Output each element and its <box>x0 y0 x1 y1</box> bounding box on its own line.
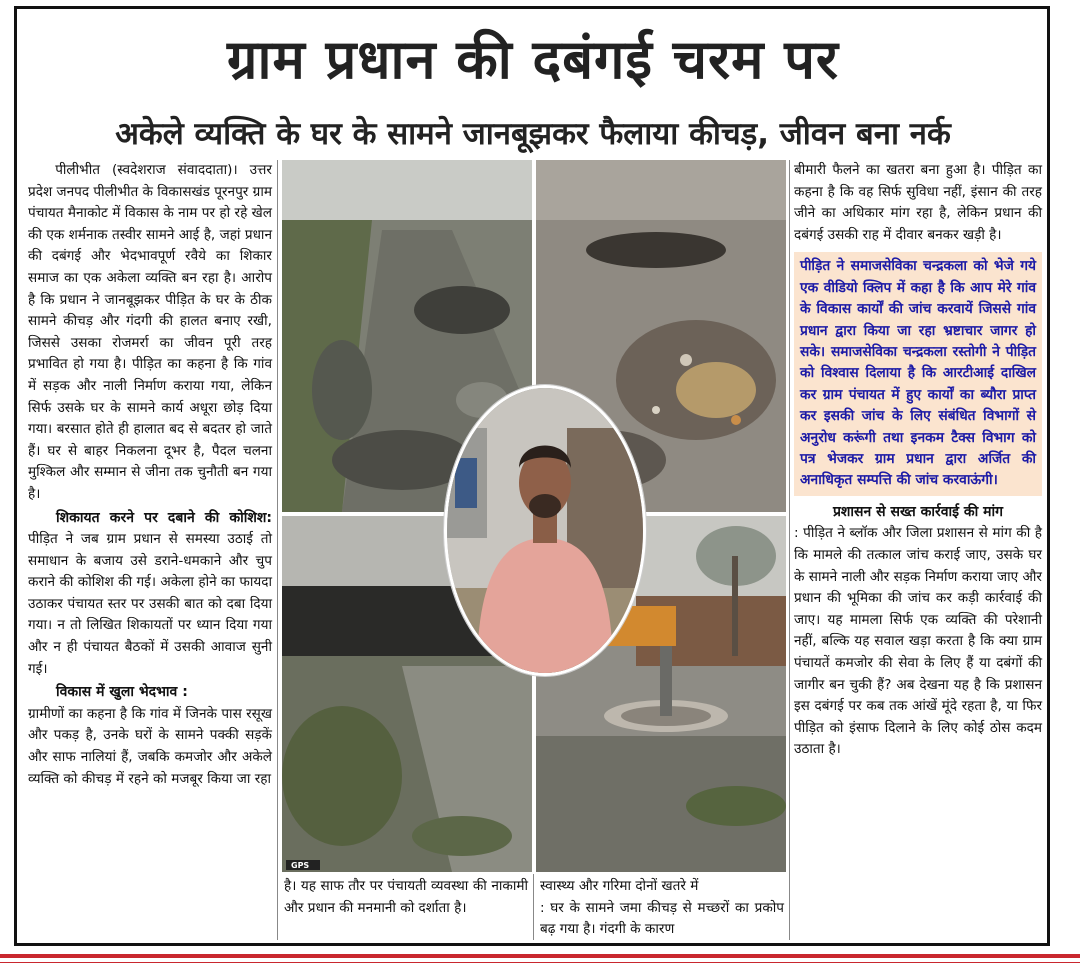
col3-subheading-health: स्वास्थ्य और गरिमा दोनों खतरे में <box>540 878 699 894</box>
col1-paragraph-2 <box>28 508 272 681</box>
col1-paragraph-1: पीलीभीत (स्वदेशराज संवाददाता)। उत्तर प्रदेश जनपद पीलीभीत के विकासखंड पूरनपुर ग्राम पंचायत मैनाकोट में विकास के नाम पर हो रहे खेल की एक शर्मनाक तस्वीर सामने आई है, जहां प्रधान की दबंगई और भेदभावपूर्ण रवैये का शिकार समाज का एक अकेला व्यक्ति बन रहा है। आरोप है कि प्रधान ने जानबूझकर पीड़ित के घर के ठीक सामने कीचड़ और गंदगी की हालत बनाए रखी, जिससे उसका रोजमर्रा का जीवन पूरी तरह प्रभावित हो गया है। पीड़ित का कहना है कि गांव में सड़क और नाली निर्माण कराया गया, लेकिन सिर्फ उसके घर के सामने कार्य अधूरा छोड़ दिया गया। बरसात होते ही हालात बद से बदतर हो जाते हैं। घर से बाहर निकलना दूभर है, पैदल चलना मुश्किल और सम्मान से जीना तक चुनौती बन गया है। <box>28 162 272 502</box>
column-4 <box>794 160 1042 940</box>
col3-paragraph: : घर के सामने जमा कीचड़ से मच्छरों का प्रकोप बढ़ गया है। गंदगी के कारण <box>540 899 784 938</box>
column-1 <box>28 160 272 940</box>
bottom-border <box>0 954 1080 958</box>
gps-label: GPS <box>291 861 310 870</box>
column-divider <box>533 874 534 940</box>
col1-paragraph-2-text: पीड़ित ने जब ग्राम प्रधान से समस्या उठाई तो समाधान के बजाय उसे डराने-धमकाने और चुप कराने की कोशिश की गई। अकेला होने का फायदा उठाकर पंचायत स्तर पर उसकी बात को दबा दिया गया। न तो लिखित शिकायतों पर ध्यान दिया गया और न ही पंचायत बैठकों में उसकी आवाज सुनी गई। <box>28 531 272 677</box>
col4-paragraph-1: बीमारी फैलने का खतरा बना हुआ है। पीड़ित का कहना है कि वह सिर्फ सुविधा नहीं, इंसान की तरह जीने का अधिकार मांग रहा है, लेकिन प्रधान की दबंगई उसकी राह में दीवार बनकर खड़ी है। <box>794 162 1042 243</box>
photo-victim-portrait <box>444 385 646 676</box>
col1-subheading-discrimination-line <box>28 682 272 704</box>
subheadline: अकेले व्यक्ति के घर के सामने जानबूझकर फैलाया कीचड़, जीवन बना नर्क <box>115 116 951 152</box>
highlight-box: पीड़ित ने समाजसेविका चन्द्रकला को भेजे गये एक वीडियो क्लिप में कहा है कि आप मेरे गांव के विकास कार्यों की जांच करवायें जिससे गांव प्रधान द्वारा किया जा रहा भ्रष्टाचार जागर हो सके। समाजसेविका चन्द्रकला रस्तोगी ने पीड़ित को विश्वास दिलाया है कि आरटीआई दाखिल कर ग्राम पंचायत में हुए कार्यों का ब्यौरा प्राप्त कर इसकी जांच के लिए संबंधित विभागों से अनुरोध करूंगी तथा इनकम टैक्स विभाग को पत्र भेजकर ग्राम प्रधान द्वारा अर्जित की अनाधिकृत सम्पत्ति की जांच करवाऊंगी। <box>794 252 1042 495</box>
col2-paragraph: है। यह साफ तौर पर पंचायती व्यवस्था की नाकामी और प्रधान की मनमानी को दर्शाता है। <box>284 878 528 916</box>
col1-subheading-discrimination: विकास में खुला भेदभाव : <box>56 684 188 701</box>
column-divider <box>789 160 790 940</box>
column-3-bottom <box>540 876 784 941</box>
photo-collage <box>282 160 786 872</box>
col4-paragraph-2: : पीड़ित ने ब्लॉक और जिला प्रशासन से मांग की है कि मामले की तत्काल जांच कराई जाए, उसके घर के सामने नाली और सड़क निर्माण कराया जाए और प्रधान की भूमिका की जांच कर कड़ी कार्रवाई की जाए। यह मामला सिर्फ एक व्यक्ति की परेशानी नहीं, बल्कि यह सवाल खड़ा करता है कि क्या ग्राम पंचायतें कमजोर की सेवा के लिए हैं या दबंगों की जागीर बन चुकी हैं? अब देखना यह है कि प्रशासन इस दबंगई पर कब तक आंखें मूंदे रहता है, या फिर पीड़ित को इंसाफ दिलाने के लिए कोई ठोस कदम उठाता है। <box>794 525 1042 758</box>
column-divider <box>277 160 278 940</box>
column-2-bottom <box>284 876 528 919</box>
headline: ग्राम प्रधान की दबंगई चरम पर <box>227 28 839 91</box>
col1-subheading-complaint: शिकायत करने पर दबाने की कोशिश: <box>56 509 272 526</box>
bottom-border-thin <box>0 962 1080 963</box>
col1-paragraph-3: ग्रामीणों का कहना है कि गांव में जिनके पास रसूख और पकड़ है, उनके घरों के सामने पक्की सड़कें और साफ नालियां हैं, जबकि कमजोर और अकेले व्यक्ति को कीचड़ में रहने को मजबूर किया जा रहा <box>28 705 272 787</box>
col4-subheading-administration: प्रशासन से सख्त कार्रवाई की मांग <box>832 503 1004 520</box>
